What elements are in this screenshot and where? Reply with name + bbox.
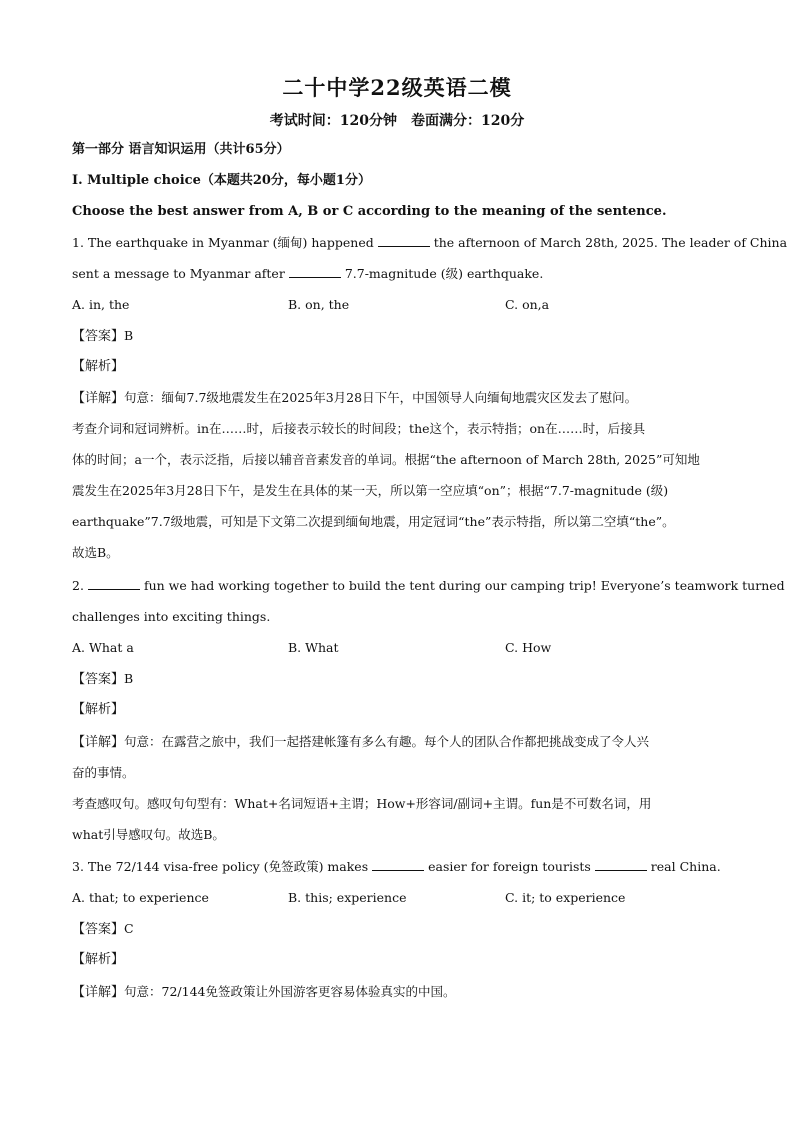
question-1-line-1 xyxy=(72,235,788,251)
q1-text: the afternoon of March 28th, 2025. The leader of China xyxy=(433,235,788,250)
detail-label: 【详解】 xyxy=(72,735,125,750)
detail-text: 句意：72/144免签政策让外国游客更容易体验真实的中国。 xyxy=(124,984,456,999)
q1-detail-6: 故选B。 xyxy=(72,545,119,560)
q3-text: 3. The 72/144 visa-free policy (免签政策) makes xyxy=(72,859,369,874)
q2-option-a: A. What a xyxy=(72,640,134,655)
q1-text: 1. The earthquake in Myanmar (缅甸) happened xyxy=(72,235,374,250)
q3-detail-1 xyxy=(72,984,724,1001)
q2-option-b: B. What xyxy=(288,640,339,655)
section-heading: 第一部分 语言知识运用（共计65分） xyxy=(72,142,290,157)
q2-detail-1 xyxy=(72,734,724,751)
answer-label: 【答案】 xyxy=(72,922,125,937)
q1-option-c: C. on,a xyxy=(505,297,550,312)
detail-text: 句意：在露营之旅中，我们一起搭建帐篷有多么有趣。每个人的团队合作都把挑战变成了令人兴 xyxy=(124,734,650,749)
q3-option-a: A. that; to experience xyxy=(72,890,209,905)
q3-answer xyxy=(72,921,724,938)
q1-text: 7.7-magnitude (级) earthquake. xyxy=(344,266,544,281)
q2-detail-2: 奋的事情。 xyxy=(72,765,135,780)
answer-blank xyxy=(595,859,647,871)
q3-text: real China. xyxy=(650,859,721,874)
exam-info: 考试时间：120分钟 卷面满分：120分 xyxy=(269,113,525,129)
q1-analysis-label: 【解析】 xyxy=(72,359,125,374)
question-2-line-2: challenges into exciting things. xyxy=(72,609,271,624)
answer-value: B xyxy=(124,328,134,343)
page-title: 二十中学22级英语二模 xyxy=(282,75,512,100)
q1-text: sent a message to Myanmar after xyxy=(72,266,285,281)
q1-option-b: B. on, the xyxy=(288,297,350,312)
q2-detail-4: what引导感叹句。故选B。 xyxy=(72,827,225,842)
answer-blank xyxy=(88,578,140,590)
q3-option-c: C. it; to experience xyxy=(505,890,626,905)
q3-option-b: B. this; experience xyxy=(288,890,407,905)
detail-label: 【详解】 xyxy=(72,985,125,1000)
subsection-heading: I. Multiple choice（本题共20分，每小题1分） xyxy=(72,173,371,188)
answer-blank xyxy=(289,266,341,278)
q2-text: 2. xyxy=(72,578,84,593)
question-2-line-1 xyxy=(72,578,785,594)
q1-detail-1 xyxy=(72,390,724,407)
q2-text: fun we had working together to build the tent during our camping trip! Everyone’s teamwork turned xyxy=(143,578,785,593)
q1-detail-5: earthquake”7.7级地震，可知是下文第二次提到缅甸地震，用定冠词“the”表示特指，所以第二空填“the”。 xyxy=(72,514,675,529)
answer-blank xyxy=(378,235,430,247)
q2-answer xyxy=(72,671,724,688)
q1-answer xyxy=(72,328,724,345)
answer-label: 【答案】 xyxy=(72,672,125,687)
question-1-line-2 xyxy=(72,266,724,282)
q1-detail-3: 体的时间；a一个，表示泛指，后接以辅音音素发音的单词。根据“the afternoon of March 28th, 2025”可知地 xyxy=(72,452,700,467)
q2-option-c: C. How xyxy=(505,640,552,655)
question-3-line-1 xyxy=(72,859,724,875)
q1-option-a: A. in, the xyxy=(72,297,130,312)
instruction: Choose the best answer from A, B or C according to the meaning of the sentence. xyxy=(72,204,667,219)
q1-detail-2: 考查介词和冠词辨析。in在……时，后接表示较长的时间段；the这个，表示特指；on在……时，后接具 xyxy=(72,421,646,436)
answer-label: 【答案】 xyxy=(72,329,125,344)
q3-text: easier for foreign tourists xyxy=(428,859,591,874)
answer-value: B xyxy=(124,671,134,686)
q1-detail-4: 震发生在2025年3月28日下午，是发生在具体的某一天，所以第一空应填“on”；根据“7.7-magnitude (级) xyxy=(72,483,669,498)
answer-value: C xyxy=(124,921,134,936)
detail-label: 【详解】 xyxy=(72,391,125,406)
answer-blank xyxy=(372,859,424,871)
q2-analysis-label: 【解析】 xyxy=(72,702,125,717)
q2-detail-3: 考查感叹句。感叹句句型有：What+名词短语+主谓；How+形容词/副词+主谓。fun是不可数名词，用 xyxy=(72,796,652,811)
detail-text: 句意：缅甸7.7级地震发生在2025年3月28日下午，中国领导人向缅甸地震灾区发去了慰问。 xyxy=(124,390,638,405)
q3-analysis-label: 【解析】 xyxy=(72,952,125,967)
